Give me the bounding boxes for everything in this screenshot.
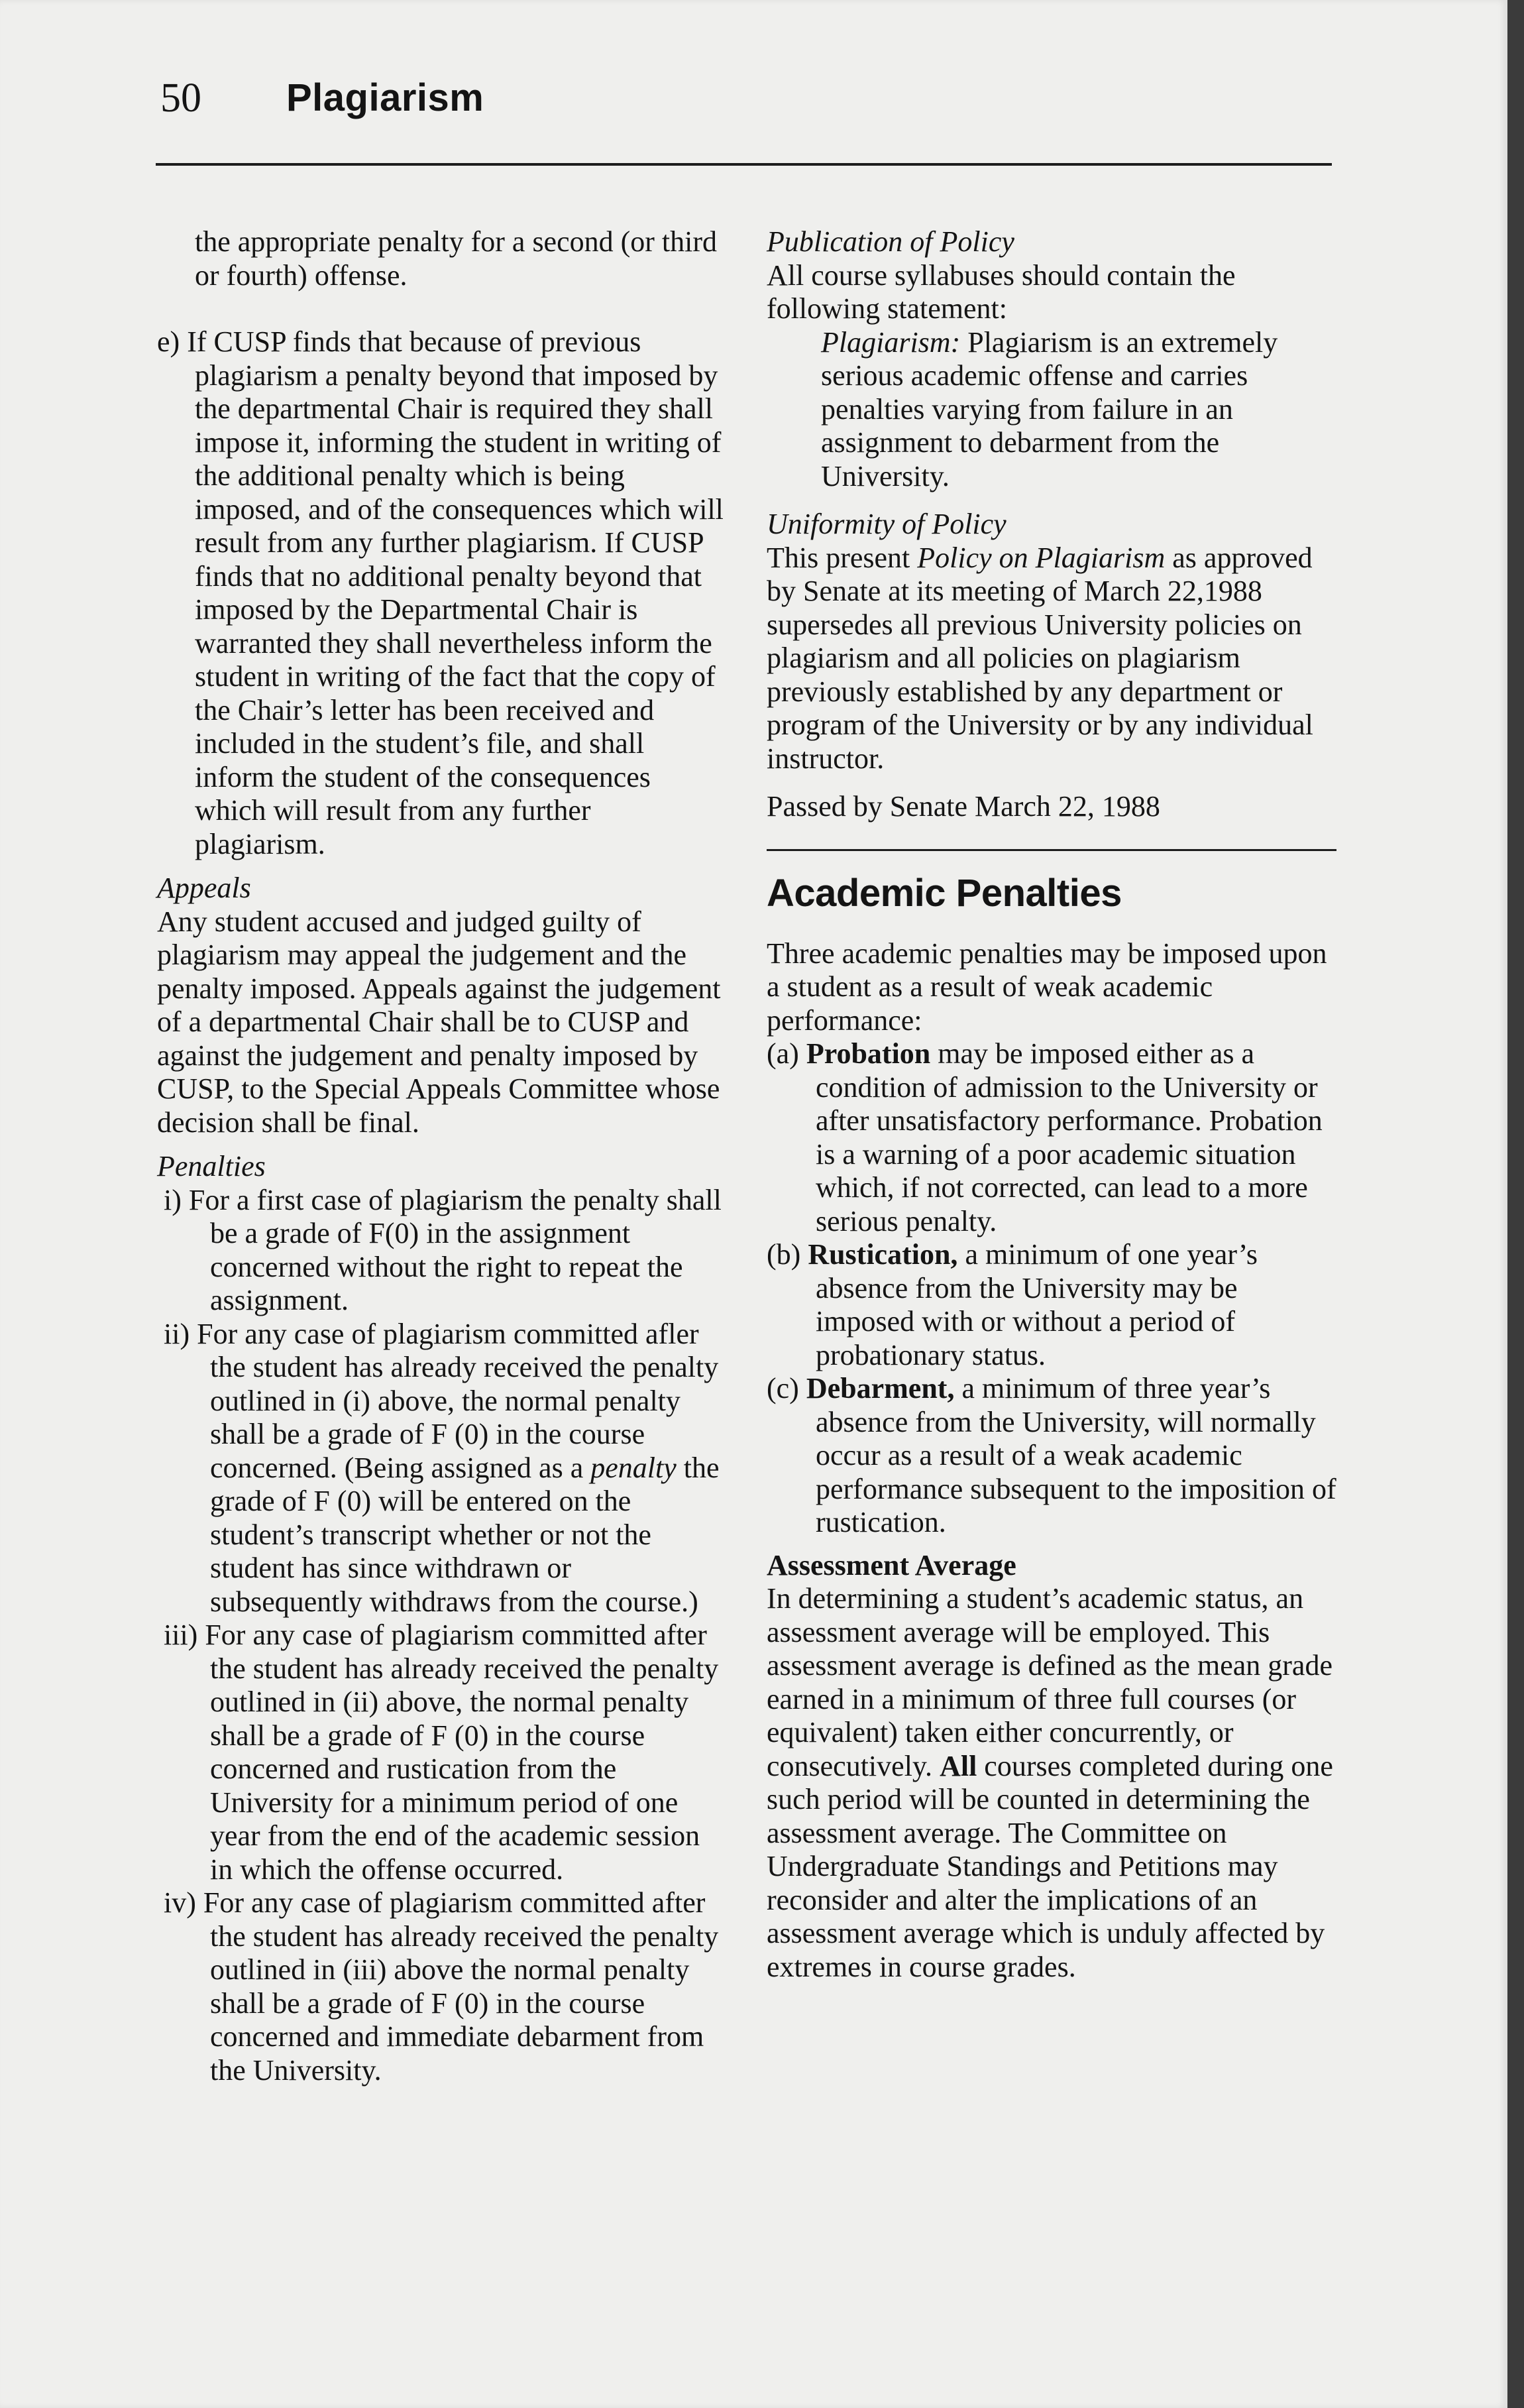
assessment-text: In determining a student’s academic status, an assessment average will be employed. This assessment average is defined as the mean grade earned in a minimum of three full courses (or equivalent) taken either concurrently, or consecutively. bbox=[767, 1582, 1333, 1782]
continued-paragraph: the appropriate penalty for a second (or third or fourth) offense. bbox=[195, 225, 718, 292]
syllabus-statement bbox=[767, 326, 1336, 494]
right-column bbox=[767, 225, 1336, 1984]
penalty-item-iv: iv) For any case of plagiarism committed after the student has already received the penalty outlined in (iii) above the normal penalty shall be a grade of F (0) in the course concerned and immediate debarment from the University. bbox=[164, 1886, 719, 2087]
list-item-e bbox=[157, 325, 727, 861]
penalty-probation bbox=[767, 1037, 1336, 1238]
item-term: Debarment, bbox=[806, 1372, 955, 1405]
item-text: a minimum of three year’s absence from the University, will normally occur as a result of a weak academic performance subsequent to the imposition of rustication. bbox=[816, 1372, 1336, 1538]
policy-title: Policy on Plagiarism bbox=[917, 541, 1166, 574]
uniformity-text: This present bbox=[767, 541, 918, 574]
page-number: 50 bbox=[160, 76, 201, 121]
uniformity-text-end: as approved by Senate at its meeting of March 22,1988 supersedes all previous University policies on plagiarism and all policies on plagiarism previously established by any department or program of the University or by any individual instructor. bbox=[767, 541, 1313, 775]
item-term: Rustication, bbox=[808, 1238, 958, 1271]
item-text: may be imposed either as a condition of admission to the University or after unsatisfactory performance. Probation is a warning of a poor academic situation which, if not corrected, can lead to a more serious penalty. bbox=[816, 1037, 1323, 1237]
penalty-debarment bbox=[767, 1372, 1336, 1540]
uniformity-paragraph bbox=[767, 542, 1336, 776]
publication-paragraph: All course syllabuses should contain the following statement: bbox=[767, 258, 1236, 325]
statement-text: Plagiarism is an extremely serious academic offense and carries penalties varying from failure in an assignment to debarment from the University. bbox=[821, 325, 1278, 492]
appeals-heading: Appeals bbox=[157, 872, 251, 904]
list-item-e-text: If CUSP finds that because of previous plagiarism a penalty beyond that imposed by the departmental Chair is required they shall impose it, informing the student in writing of the additional penalty which is being imposed, and of the consequences which will result from any further plagiarism. If CUSP finds that no additional penalty beyond that imposed by the Departmental Chair is warranted they shall nevertheless inform the student in writing of the fact that the copy of the Chair’s letter has been received and included in the student’s file, and shall inform the student of the consequences which will result from any further plagiarism. bbox=[187, 325, 724, 860]
list-item-e-label: e) bbox=[157, 325, 180, 358]
assessment-heading: Assessment Average bbox=[767, 1548, 1016, 1581]
appeals-paragraph: Any student accused and judged guilty of plagiarism may appeal the judgement and the penalty imposed. Appeals against the judgement of a departmental Chair shall be to CUSP and against the judgement and penalty imposed by CUSP, to the Special Appeals Committee whose decision shall be final. bbox=[157, 905, 721, 1139]
penalty-item-ii bbox=[157, 1318, 727, 1619]
penalty-item-ii-text: ii) For any case of plagiarism committed afler the student has already received the penalty outlined in (i) above, the normal penalty shall be a grade of F (0) in the course concerned. (Being assigned as a bbox=[164, 1317, 719, 1484]
publication-heading: Publication of Policy bbox=[767, 225, 1014, 258]
penalty-item-i: i) For a first case of plagiarism the penalty shall be a grade of F(0) in the assignment concerned without the right to repeat the assignment. bbox=[164, 1183, 722, 1316]
assessment-paragraph bbox=[767, 1582, 1336, 1984]
penalty-emphasis: penalty bbox=[590, 1451, 677, 1484]
penalty-rustication bbox=[767, 1238, 1336, 1372]
left-column bbox=[157, 225, 727, 2087]
penalty-item-ii-text-end: the grade of F (0) will be entered on the student’s transcript whether or not the student has since withdrawn or subsequently withdraws from the course.) bbox=[210, 1451, 720, 1618]
intro-paragraph: Three academic penalties may be imposed upon a student as a result of weak academic performance: bbox=[767, 937, 1327, 1037]
section-rule bbox=[767, 849, 1336, 851]
penalties-heading: Penalties bbox=[157, 1150, 266, 1182]
running-title: Plagiarism bbox=[286, 76, 484, 119]
uniformity-heading: Uniformity of Policy bbox=[767, 508, 1007, 540]
passed-line: Passed by Senate March 22, 1988 bbox=[767, 790, 1160, 823]
header-rule bbox=[156, 163, 1332, 166]
item-text: a minimum of one year’s absence from the University may be imposed with or without a period of probationary status. bbox=[816, 1238, 1258, 1371]
assessment-emphasis: All bbox=[940, 1749, 977, 1782]
item-label: (a) bbox=[767, 1037, 806, 1070]
statement-label: Plagiarism: bbox=[821, 325, 961, 359]
item-label: (b) bbox=[767, 1238, 808, 1271]
section-title: Academic Penalties bbox=[767, 871, 1122, 915]
assessment-text-end: courses completed during one such period will be counted in determining the assessment average. The Committee on Undergraduate Standings and Petitions may reconsider and alter the implications of an assessment average which is unduly affected by extremes in course grades. bbox=[767, 1749, 1333, 1983]
item-term: Probation bbox=[806, 1037, 931, 1070]
item-label: (c) bbox=[767, 1372, 806, 1405]
penalty-item-iii: iii) For any case of plagiarism committed after the student has already received the penalty outlined in (ii) above, the normal penalty shall be a grade of F (0) in the course concerned and rustication from the University for a minimum period of one year from the end of the academic session in which the offense occurred. bbox=[164, 1619, 719, 1886]
